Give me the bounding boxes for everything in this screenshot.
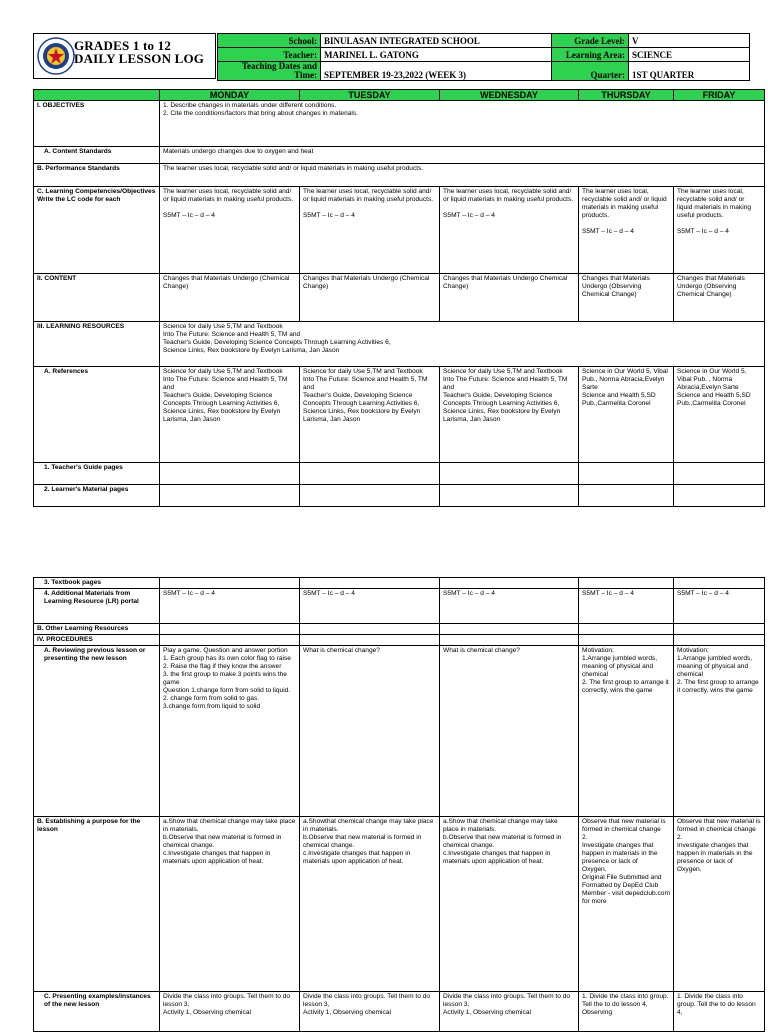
row-cell-tuesday bbox=[300, 485, 440, 507]
row-label: 1. Teacher's Guide pages bbox=[34, 463, 160, 485]
form-title-line1: GRADES 1 to 12 bbox=[74, 38, 172, 53]
row-cell-tuesday bbox=[300, 578, 440, 589]
row-label: B. Performance Standards bbox=[34, 164, 160, 187]
row-cell-monday: Changes that Materials Undergo (Chemical Change) bbox=[160, 274, 300, 322]
row-cell-thursday bbox=[579, 635, 674, 646]
day-header-blank bbox=[34, 90, 160, 101]
row-cell-thursday: S5MT – Ic – d – 4 bbox=[579, 589, 674, 624]
row-cell-friday: Changes that Materials Undergo (Observing Chemical Change) bbox=[674, 274, 765, 322]
day-tuesday: TUESDAY bbox=[300, 90, 440, 101]
row-cell-thursday: Observe that new material is formed in chemical change 2. Investigate changes that happen in materials in the presence or lack of Oxygen. Original File Submitted and Formatted by DepEd Club Member - visit depedclub.com for more bbox=[579, 817, 674, 992]
row-label: II. CONTENT bbox=[34, 274, 160, 322]
row-cell-wednesday: The learner uses local, recyclable solid and/ or liquid materials in making useful products. S5MT – Ic – d – 4 bbox=[440, 187, 579, 274]
form-title-line2: DAILY LESSON LOG bbox=[74, 51, 205, 66]
logo-box bbox=[33, 33, 216, 79]
row-cell-thursday: The learner uses local, recyclable solid and/ or liquid materials in making useful products. S5MT – Ic – d – 4 bbox=[579, 187, 674, 274]
row-label: IV. PROCEDURES bbox=[34, 635, 160, 646]
grade-value: V bbox=[629, 34, 750, 48]
row-label: 2. Learner's Material pages bbox=[34, 485, 160, 507]
row-label: C. Presenting examples/instances of the new lesson bbox=[34, 992, 160, 1032]
row-cell-monday: The learner uses local, recyclable solid and/ or liquid materials in making useful products. S5MT – Ic – d – 4 bbox=[160, 187, 300, 274]
table-row bbox=[34, 589, 765, 624]
row-cell-wednesday: Science for daily Use 5,TM and Textbook Into The Future: Science and Health 5, TM and Teacher's Guide, Developing Science Concepts Through Learning Activities 6, Science Links, Rex bookstore by Evelyn Larisma, Jan Jason bbox=[440, 367, 579, 463]
row-cell-tuesday: a.Showthat chemical change may take place in materials. b.Observe that new material is formed in chemical change. c.Investigate changes that happen in materials upon application of heat. bbox=[300, 817, 440, 992]
area-label: Learning Area: bbox=[552, 48, 629, 62]
table-row bbox=[34, 367, 765, 463]
table-row bbox=[34, 147, 765, 164]
day-header-row bbox=[34, 90, 765, 101]
table-row bbox=[34, 485, 765, 507]
table-row bbox=[34, 187, 765, 274]
row-cell-thursday: Science in Our World 5, Vibal Pub., Norma Abracia,Evelyn Sarte Science and Health 5,SD Pub.,Carmelita Coronel bbox=[579, 367, 674, 463]
day-friday: FRIDAY bbox=[674, 90, 765, 101]
table-row bbox=[34, 322, 765, 367]
row-cell-tuesday: Science for daily Use 5,TM and Textbook Into The Future: Science and Health 5, TM and Teacher's Guide, Developing Science Concepts Through Learning Activities 6, Science Links, Rex bookstore by Evelyn Larisma, Jan Jason bbox=[300, 367, 440, 463]
table-row bbox=[34, 463, 765, 485]
day-thursday: THURSDAY bbox=[579, 90, 674, 101]
row-cell-wednesday: What is chemical change? bbox=[440, 646, 579, 817]
school-value: BINULASAN INTEGRATED SCHOOL bbox=[321, 34, 552, 48]
row-cell-monday: S5MT – Ic – d – 4 bbox=[160, 589, 300, 624]
row-cell-friday: The learner uses local, recyclable solid and/ or liquid materials in making useful products. S5MT – Ic – d – 4 bbox=[674, 187, 765, 274]
area-value: SCIENCE bbox=[629, 48, 750, 62]
row-cell-tuesday bbox=[300, 624, 440, 635]
row-cell-thursday: 1. Divide the class into group. Tell the to do lesson 4, Observing bbox=[579, 992, 674, 1032]
row-cell-thursday bbox=[579, 463, 674, 485]
row-label: C. Learning Competencies/Objectives Write the LC code for each bbox=[34, 187, 160, 274]
lesson-plan-table-1 bbox=[33, 89, 765, 507]
row-cell-friday bbox=[674, 624, 765, 635]
day-monday: MONDAY bbox=[160, 90, 300, 101]
row-cell-monday: Science for daily Use 5,TM and Textbook Into The Future: Science and Health 5, TM and Teacher's Guide, Developing Science Concepts Through Learning Activities 6, Science Links, Rex bookstore by Evelyn Larisma, Jan Jason bbox=[160, 367, 300, 463]
row-cell-wednesday bbox=[440, 624, 579, 635]
row-cell-friday: S5MT – Ic – d – 4 bbox=[674, 589, 765, 624]
row-cell-thursday bbox=[579, 578, 674, 589]
row-cell-monday: Play a game. Question and answer portion 1. Each group has its own color flag to raise 2. Raise the flag if they know the answer 3. the first group to make 3 points wins the game Question 1.change form from solid to liquid. 2. change form from solid to gas. 3.change form from liquid to solid bbox=[160, 646, 300, 817]
row-cell-wednesday: Divide the class into groups. Tell them to do lesson 3, Activity 1, Observing chemical bbox=[440, 992, 579, 1032]
row-label: B. Other Learning Resources bbox=[34, 624, 160, 635]
row-cell-wednesday bbox=[440, 635, 579, 646]
row-content-merged: 1. Describe changes in materials under different conditions. 2. Cite the conditions/factors that bring about changes in materials. bbox=[160, 101, 765, 147]
row-content-merged: The learner uses local, recyclable solid and/ or liquid materials in making useful products. bbox=[160, 164, 765, 187]
table-row bbox=[34, 578, 765, 589]
table-row bbox=[34, 274, 765, 322]
row-cell-wednesday bbox=[440, 463, 579, 485]
dates-value: SEPTEMBER 19-23,2022 (WEEK 3) bbox=[321, 62, 552, 81]
day-wednesday: WEDNESDAY bbox=[440, 90, 579, 101]
lesson-plan-table-2 bbox=[33, 577, 765, 1032]
row-cell-monday bbox=[160, 635, 300, 646]
row-cell-friday bbox=[674, 578, 765, 589]
dates-label: Teaching Dates and Time: bbox=[218, 62, 321, 81]
lesson-log-header bbox=[33, 33, 764, 79]
row-cell-friday: Science in Our World 5, Vibal Pub. , Norma Abracia,Evelyn Sarte Science and Health 5,SD Pub.,Carmelita Coronel bbox=[674, 367, 765, 463]
row-content-merged: Materials undergo changes due to oxygen and heat bbox=[160, 147, 765, 164]
row-cell-tuesday: What is chemical change? bbox=[300, 646, 440, 817]
row-cell-monday: Divide the class into groups. Tell them to do lesson 3, Activity 1, Observing chemical bbox=[160, 992, 300, 1032]
row-label: B. Establishing a purpose for the lesson bbox=[34, 817, 160, 992]
row-cell-monday bbox=[160, 485, 300, 507]
teacher-value: MARINEL L. GATONG bbox=[321, 48, 552, 62]
quarter-value: 1ST QUARTER bbox=[629, 62, 750, 81]
row-cell-monday: a.Show that chemical change may take place in materials. b.Observe that new material is formed in chemical change. c.Investigate changes that happen in materials upon application of heat. bbox=[160, 817, 300, 992]
table-row bbox=[34, 164, 765, 187]
quarter-label: Quarter: bbox=[552, 62, 629, 81]
table-row bbox=[34, 646, 765, 817]
row-label: I. OBJECTIVES bbox=[34, 101, 160, 147]
school-label: School: bbox=[218, 34, 321, 48]
row-cell-tuesday: The learner uses local, recyclable solid and/ or liquid materials in making useful products. S5MT – Ic – d – 4 bbox=[300, 187, 440, 274]
row-cell-friday: 1. Divide the class into group. Tell the to do lesson 4, bbox=[674, 992, 765, 1032]
row-cell-wednesday bbox=[440, 578, 579, 589]
row-cell-tuesday: Changes that Materials Undergo (Chemical Change) bbox=[300, 274, 440, 322]
row-cell-thursday: Changes that Materials Undergo (Observing Chemical Change) bbox=[579, 274, 674, 322]
row-label: A. Reviewing previous lesson or presenting the new lesson bbox=[34, 646, 160, 817]
row-content-merged: Science for daily Use 5,TM and Textbook Into The Future: Science and Health 5, TM and Teacher's Guide, Developing Science Concepts Through Learning Activities 6, Science Links, Rex bookstore by Evelyn Larisma, Jan Jason bbox=[160, 322, 765, 367]
row-label: A. Content Standards bbox=[34, 147, 160, 164]
row-cell-friday: Motivation; 1.Arrange jumbled words, meaning of physical and chemical 2. The first group to arrange it correctly, wins the game bbox=[674, 646, 765, 817]
form-title bbox=[74, 39, 204, 65]
row-cell-wednesday bbox=[440, 485, 579, 507]
row-label: 3. Textbook pages bbox=[34, 578, 160, 589]
table-row bbox=[34, 992, 765, 1032]
row-cell-tuesday: S5MT – Ic – d – 4 bbox=[300, 589, 440, 624]
row-label: III. LEARNING RESOURCES bbox=[34, 322, 160, 367]
row-cell-friday bbox=[674, 635, 765, 646]
grade-label: Grade Level: bbox=[552, 34, 629, 48]
row-cell-tuesday bbox=[300, 463, 440, 485]
row-cell-friday: Observe that new material is formed in chemical change 2. Investigate changes that happen in materials in the presence or lack of Oxygen. bbox=[674, 817, 765, 992]
row-cell-monday bbox=[160, 578, 300, 589]
row-cell-wednesday: Changes that Materials Undergo Chemical Change) bbox=[440, 274, 579, 322]
row-cell-thursday: Motivation; 1.Arrange jumbled words, meaning of physical and chemical 2. The first group to arrange it correctly, wins the game bbox=[579, 646, 674, 817]
row-cell-tuesday: Divide the class into groups. Tell them to do lesson 3, Activity 1, Observing chemical bbox=[300, 992, 440, 1032]
table-row bbox=[34, 817, 765, 992]
row-label: A. References bbox=[34, 367, 160, 463]
row-cell-wednesday: S5MT – Ic – d – 4 bbox=[440, 589, 579, 624]
header-info-table bbox=[217, 33, 750, 81]
row-cell-thursday bbox=[579, 624, 674, 635]
row-cell-friday bbox=[674, 485, 765, 507]
row-cell-monday bbox=[160, 624, 300, 635]
row-cell-monday bbox=[160, 463, 300, 485]
table-row bbox=[34, 635, 765, 646]
row-cell-thursday bbox=[579, 485, 674, 507]
deped-seal-icon bbox=[37, 37, 75, 75]
row-label: 4. Additional Materials from Learning Resource (LR) portal bbox=[34, 589, 160, 624]
row-cell-tuesday bbox=[300, 635, 440, 646]
row-cell-wednesday: a.Show that chemical change may take place in materials. b.Observe that new material is formed in chemical change. c.Investigate changes that happen in materials upon application of heat. bbox=[440, 817, 579, 992]
teacher-label: Teacher: bbox=[218, 48, 321, 62]
table-row bbox=[34, 101, 765, 147]
table-row bbox=[34, 624, 765, 635]
row-cell-friday bbox=[674, 463, 765, 485]
